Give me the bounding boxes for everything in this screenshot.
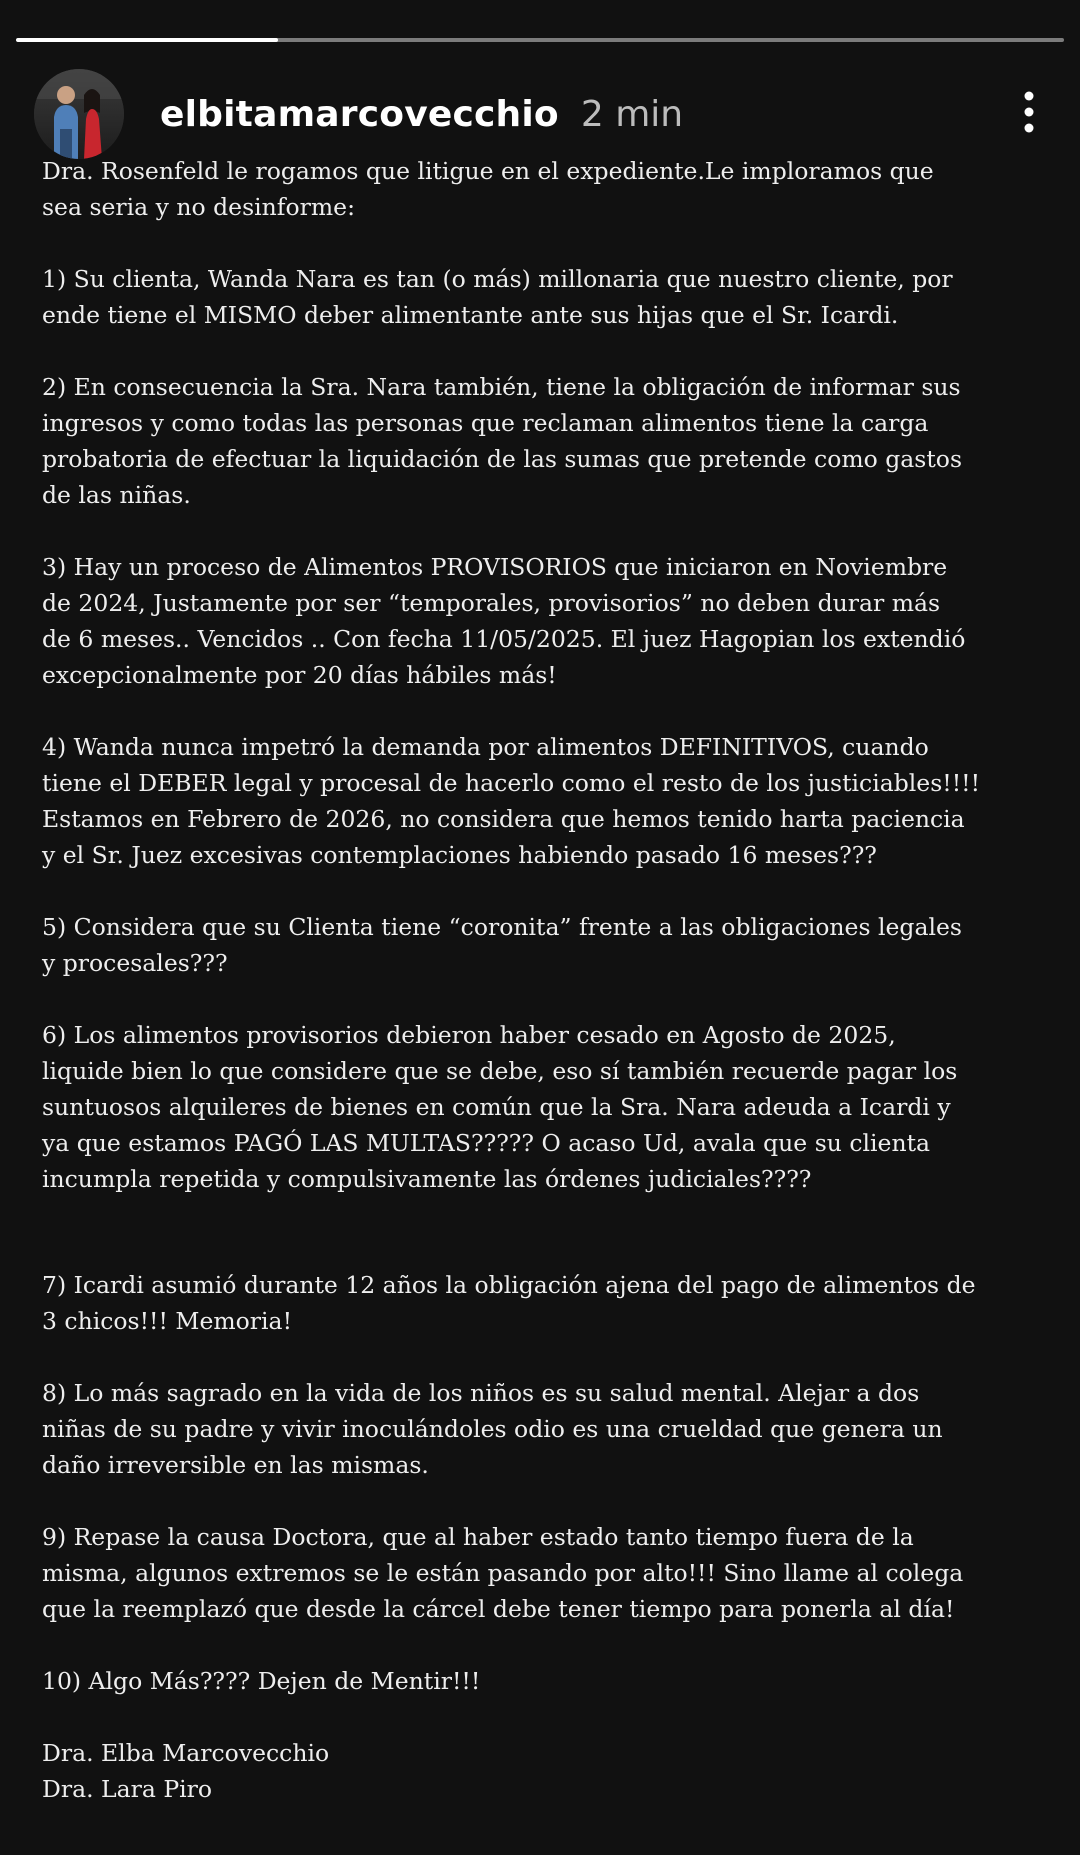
- paragraph-1: 1) Su clienta, Wanda Nara es tan (o más) millonaria que nuestro cliente, por ende tiene el MISMO deber alimentante ante sus hijas que el Sr. Icardi.: [42, 265, 953, 329]
- paragraph-6: 6) Los alimentos provisorios debieron haber cesado en Agosto de 2025, liquide bien lo que considere que se debe, eso sí también recuerde pagar los suntuosos alquileres de bienes en común que la Sra. Nara adeuda a Icardi y ya que estamos PAGÓ LAS MULTAS????? O acaso Ud, avala que su clienta incumpla repetida y compulsivamente las órdenes judiciales????: [42, 1021, 958, 1193]
- paragraph-9: 9) Repase la causa Doctora, que al haber estado tanto tiempo fuera de la misma, algunos extremos se le están pasando por alto!!! Sino llame al colega que la reemplazó que desde la cárcel debe tener tiempo para ponerla al día!: [42, 1523, 964, 1623]
- story-text: [42, 153, 1052, 1807]
- profile-photo-icon: [34, 69, 124, 159]
- story-header: [34, 66, 1054, 162]
- username[interactable]: elbitamarcovecchio: [160, 93, 559, 135]
- paragraph-7: 7) Icardi asumió durante 12 años la obligación ajena del pago de alimentos de 3 chicos!!! Memoria!: [42, 1271, 976, 1335]
- paragraph-2: 2) En consecuencia la Sra. Nara también, tiene la obligación de informar sus ingresos y como todas las personas que reclaman alimentos tiene la carga probatoria de efectuar la liquidación de las sumas que pretende como gastos de las niñas.: [42, 373, 963, 509]
- story-progress-bar: [16, 38, 1064, 42]
- intro-paragraph: Dra. Rosenfeld le rogamos que litigue en el expediente.Le imploramos que sea seria y no desinforme:: [42, 157, 934, 221]
- paragraph-8: 8) Lo más sagrado en la vida de los niños es su salud mental. Alejar a dos niñas de su padre y vivir inoculándoles odio es una crueldad que genera un daño irreversible en las mismas.: [42, 1379, 943, 1479]
- more-options-button[interactable]: [1014, 84, 1044, 144]
- paragraph-4: 4) Wanda nunca impetró la demanda por alimentos DEFINITIVOS, cuando tiene el DEBER legal y procesal de hacerlo como el resto de los justiciables!!!! Estamos en Febrero de 2026, no considera que hemos tenido harta paciencia y el Sr. Juez excesivas contemplaciones habiendo pasado 16 meses???: [42, 733, 981, 869]
- avatar[interactable]: [34, 69, 124, 159]
- post-time: 2 min: [580, 93, 684, 135]
- more-vertical-icon: [1014, 84, 1044, 144]
- signature: Dra. Elba Marcovecchio Dra. Lara Piro: [42, 1739, 330, 1803]
- paragraph-10: 10) Algo Más???? Dejen de Mentir!!!: [42, 1667, 481, 1695]
- paragraph-5: 5) Considera que su Clienta tiene “coronita” frente a las obligaciones legales y procesales???: [42, 913, 962, 977]
- paragraph-3: 3) Hay un proceso de Alimentos PROVISORIOS que iniciaron en Noviembre de 2024, Justamente por ser “temporales, provisorios” no deben durar más de 6 meses.. Vencidos .. Con fecha 11/05/2025. El juez Hagopian los extendió excepcionalmente por 20 días hábiles más!: [42, 553, 966, 689]
- story-progress-fill: [16, 38, 278, 42]
